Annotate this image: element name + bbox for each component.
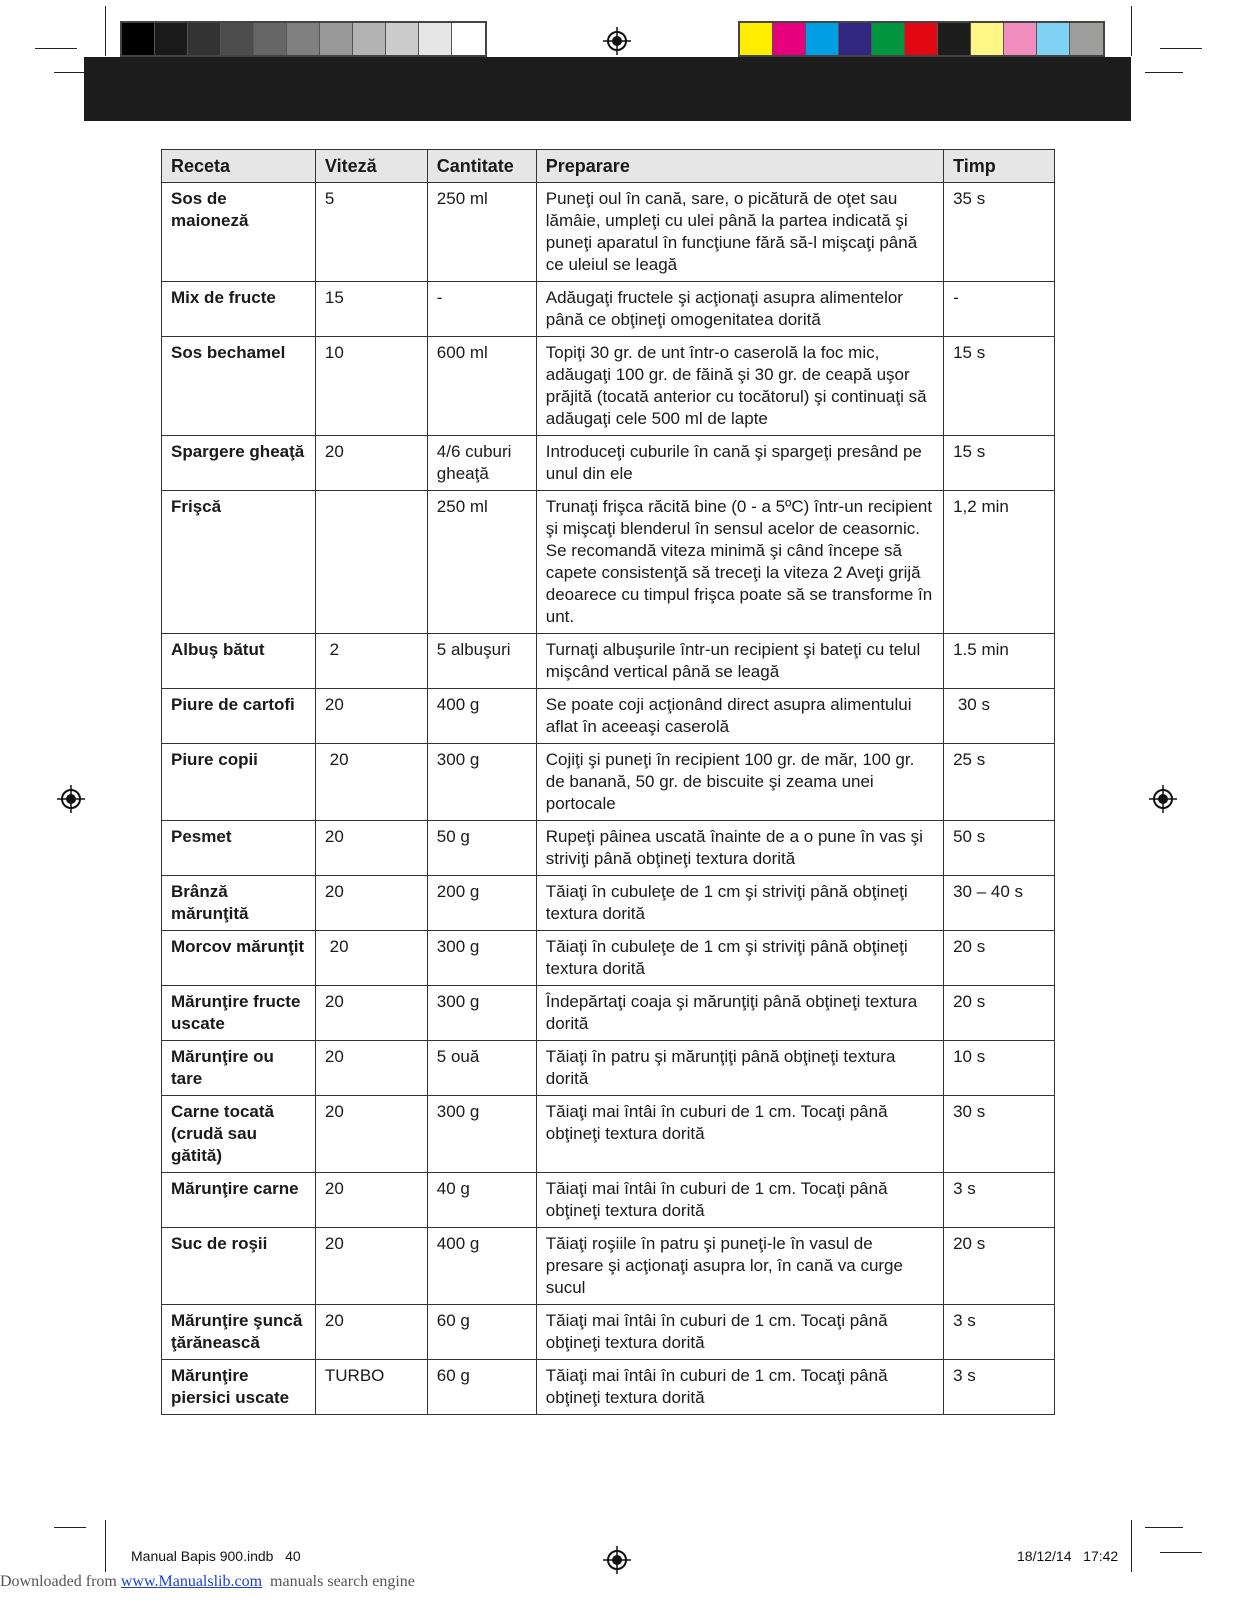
recipe-cell: Sos bechamel <box>162 337 316 436</box>
speed-cell: 20 <box>315 821 427 876</box>
table-row <box>162 183 1055 282</box>
table-row <box>162 1041 1055 1096</box>
quantity-cell: 60 g <box>427 1305 536 1360</box>
speed-cell: 20 <box>315 744 427 821</box>
time-cell: 1,2 min <box>944 491 1055 634</box>
header-quantity: Cantitate <box>427 150 536 183</box>
speed-cell: 20 <box>315 1305 427 1360</box>
time-cell: 3 s <box>944 1360 1055 1415</box>
time-cell: 1.5 min <box>944 634 1055 689</box>
color-swatch <box>254 23 287 55</box>
recipe-cell: Carne tocată (crudă sau gătită) <box>162 1096 316 1173</box>
color-swatch <box>1004 23 1037 55</box>
crop-mark <box>54 72 86 73</box>
preparation-cell: Tăiaţi în cubuleţe de 1 cm şi striviţi până obţineţi textura dorită <box>536 876 943 931</box>
recipe-cell: Brânză mărunţită <box>162 876 316 931</box>
quantity-cell: 300 g <box>427 986 536 1041</box>
time-cell: 20 s <box>944 1228 1055 1305</box>
speed-cell: 20 <box>315 1041 427 1096</box>
preparation-cell: Adăugaţi fructele şi acţionaţi asupra alimentelor până ce obţineţi omogenitatea dorită <box>536 282 943 337</box>
table-row <box>162 282 1055 337</box>
color-swatch <box>872 23 905 55</box>
recipe-cell: Sos de maioneză <box>162 183 316 282</box>
speed-cell: 20 <box>315 1173 427 1228</box>
table-row <box>162 491 1055 634</box>
recipe-table <box>161 149 1055 1415</box>
table-row <box>162 1305 1055 1360</box>
crop-mark <box>105 1520 106 1572</box>
color-swatch <box>839 23 872 55</box>
registration-mark-icon <box>603 1546 631 1574</box>
preparation-cell: Tăiaţi în cubuleţe de 1 cm şi striviţi până obţineţi textura dorită <box>536 931 943 986</box>
recipe-cell: Mărunţire ou tare <box>162 1041 316 1096</box>
time-cell: 35 s <box>944 183 1055 282</box>
time-cell: 20 s <box>944 986 1055 1041</box>
table-row <box>162 634 1055 689</box>
color-swatch <box>320 23 353 55</box>
quantity-cell: 300 g <box>427 744 536 821</box>
recipe-cell: Piure de cartofi <box>162 689 316 744</box>
time-cell: 20 s <box>944 931 1055 986</box>
table-row <box>162 1228 1055 1305</box>
registration-mark-icon <box>1149 785 1177 813</box>
crop-mark <box>35 48 77 49</box>
preparation-cell: Introduceţi cuburile în cană şi spargeţi presând pe unul din ele <box>536 436 943 491</box>
color-swatch <box>188 23 221 55</box>
color-swatch <box>773 23 806 55</box>
preparation-cell: Turnaţi albuşurile într-un recipient şi bateţi cu telul mişcând vertical până se leagă <box>536 634 943 689</box>
crop-mark <box>105 6 106 56</box>
quantity-cell: 50 g <box>427 821 536 876</box>
preparation-cell: Puneţi oul în cană, sare, o picătură de oţet sau lămâie, umpleţi cu ulei până la partea indicată şi puneţi aparatul în funcţiune fără să-l mişcaţi până ce uleiul se leagă <box>536 183 943 282</box>
speed-cell: 2 <box>315 634 427 689</box>
color-swatch <box>452 23 485 55</box>
preparation-cell: Tăiaţi mai întâi în cuburi de 1 cm. Tocaţi până obţineţi textura dorită <box>536 1360 943 1415</box>
recipe-cell: Suc de roşii <box>162 1228 316 1305</box>
crop-mark <box>1160 48 1202 49</box>
recipe-cell: Piure copii <box>162 744 316 821</box>
speed-cell: 20 <box>315 1228 427 1305</box>
download-suffix: manuals search engine <box>262 1573 415 1590</box>
color-swatch <box>905 23 938 55</box>
preparation-cell: Rupeţi pâinea uscată înainte de a o pune în vas şi striviţi până obţineţi textura dorită <box>536 821 943 876</box>
quantity-cell: - <box>427 282 536 337</box>
recipe-cell: Frişcă <box>162 491 316 634</box>
preparation-cell: Tăiaţi mai întâi în cuburi de 1 cm. Tocaţi până obţineţi textura dorită <box>536 1305 943 1360</box>
crop-mark <box>1131 1520 1132 1572</box>
time-cell: 10 s <box>944 1041 1055 1096</box>
registration-mark-icon <box>57 785 85 813</box>
time-cell: 30 – 40 s <box>944 876 1055 931</box>
preparation-cell: Tăiaţi mai întâi în cuburi de 1 cm. Tocaţi până obţineţi textura dorită <box>536 1173 943 1228</box>
color-swatch <box>806 23 839 55</box>
speed-cell: 15 <box>315 282 427 337</box>
speed-cell: 10 <box>315 337 427 436</box>
color-swatch <box>221 23 254 55</box>
color-swatch <box>938 23 971 55</box>
header-recipe: Receta <box>162 150 316 183</box>
time-cell: 3 s <box>944 1173 1055 1228</box>
header-bar <box>84 57 1131 121</box>
footer-date: 18/12/14 17:42 <box>1017 1548 1119 1564</box>
recipe-cell: Morcov mărunţit <box>162 931 316 986</box>
color-swatch <box>122 23 155 55</box>
speed-cell: 20 <box>315 931 427 986</box>
time-cell: 30 s <box>944 689 1055 744</box>
table-row <box>162 876 1055 931</box>
time-cell: 15 s <box>944 337 1055 436</box>
color-swatch <box>740 23 773 55</box>
speed-cell: 20 <box>315 876 427 931</box>
quantity-cell: 300 g <box>427 931 536 986</box>
color-swatch <box>386 23 419 55</box>
speed-cell: TURBO <box>315 1360 427 1415</box>
color-swatch <box>353 23 386 55</box>
header-preparation: Preparare <box>536 150 943 183</box>
speed-cell: 20 <box>315 986 427 1041</box>
preparation-cell: Tăiaţi roşiile în patru şi puneţi-le în vasul de presare şi acţionaţi asupra lor, în cană va curge sucul <box>536 1228 943 1305</box>
registration-mark-icon <box>603 27 631 55</box>
table-row <box>162 931 1055 986</box>
crop-mark <box>1131 6 1132 56</box>
table-header-row <box>162 150 1055 183</box>
recipe-cell: Mărunţire carne <box>162 1173 316 1228</box>
quantity-cell: 200 g <box>427 876 536 931</box>
preparation-cell: Tăiaţi mai întâi în cuburi de 1 cm. Tocaţi până obţineţi textura dorită <box>536 1096 943 1173</box>
download-prefix: Downloaded from <box>0 1573 121 1590</box>
speed-cell <box>315 491 427 634</box>
preparation-cell: Tăiaţi în patru şi mărunţiţi până obţineţi textura dorită <box>536 1041 943 1096</box>
time-cell: 3 s <box>944 1305 1055 1360</box>
table-row <box>162 1360 1055 1415</box>
time-cell: 30 s <box>944 1096 1055 1173</box>
color-swatch <box>971 23 1004 55</box>
recipe-cell: Pesmet <box>162 821 316 876</box>
color-swatch <box>155 23 188 55</box>
table-row <box>162 689 1055 744</box>
quantity-cell: 400 g <box>427 689 536 744</box>
table-row <box>162 436 1055 491</box>
quantity-cell: 5 ouă <box>427 1041 536 1096</box>
recipe-cell: Mărunţire şuncă ţărănească <box>162 1305 316 1360</box>
recipe-cell: Mărunţire fructe uscate <box>162 986 316 1041</box>
recipe-cell: Mărunţire piersici uscate <box>162 1360 316 1415</box>
crop-mark <box>1145 72 1183 73</box>
time-cell: - <box>944 282 1055 337</box>
speed-cell: 5 <box>315 183 427 282</box>
preparation-cell: Topiţi 30 gr. de unt într-o caserolă la foc mic, adăugaţi 100 gr. de făină şi 30 gr. de ceapă uşor prăjită (tocată anterior cu tocătorul) şi continuaţi să adăugaţi cele 500 ml de lapte <box>536 337 943 436</box>
quantity-cell: 300 g <box>427 1096 536 1173</box>
table-row <box>162 337 1055 436</box>
quantity-cell: 4/6 cuburi gheaţă <box>427 436 536 491</box>
manualslib-link[interactable]: www.Manualslib.com <box>120 1573 263 1590</box>
quantity-cell: 250 ml <box>427 183 536 282</box>
speed-cell: 20 <box>315 436 427 491</box>
gray-color-bar <box>120 21 487 57</box>
time-cell: 50 s <box>944 821 1055 876</box>
recipe-cell: Albuş bătut <box>162 634 316 689</box>
color-swatch <box>1070 23 1103 55</box>
quantity-cell: 40 g <box>427 1173 536 1228</box>
preparation-cell: Cojiţi şi puneţi în recipient 100 gr. de măr, 100 gr. de banană, 50 gr. de biscuite şi zeama unei portocale <box>536 744 943 821</box>
quantity-cell: 5 albuşuri <box>427 634 536 689</box>
quantity-cell: 250 ml <box>427 491 536 634</box>
crop-mark <box>54 1527 86 1528</box>
table-row <box>162 986 1055 1041</box>
download-notice <box>0 1573 415 1591</box>
quantity-cell: 60 g <box>427 1360 536 1415</box>
color-swatch <box>419 23 452 55</box>
table-row <box>162 821 1055 876</box>
crop-mark <box>1145 1527 1183 1528</box>
quantity-cell: 600 ml <box>427 337 536 436</box>
table-row <box>162 1173 1055 1228</box>
preparation-cell: Se poate coji acţionând direct asupra alimentului aflat în aceeaşi caserolă <box>536 689 943 744</box>
crop-mark <box>1160 1552 1202 1553</box>
recipe-cell: Mix de fructe <box>162 282 316 337</box>
speed-cell: 20 <box>315 1096 427 1173</box>
preparation-cell: Îndepărtaţi coaja şi mărunţiţi până obţineţi textura dorită <box>536 986 943 1041</box>
color-swatch <box>1037 23 1070 55</box>
header-speed: Viteză <box>315 150 427 183</box>
table-row <box>162 1096 1055 1173</box>
recipe-cell: Spargere gheaţă <box>162 436 316 491</box>
time-cell: 25 s <box>944 744 1055 821</box>
footer-file-info: Manual Bapis 900.indb 40 <box>131 1548 301 1564</box>
quantity-cell: 400 g <box>427 1228 536 1305</box>
time-cell: 15 s <box>944 436 1055 491</box>
table-row <box>162 744 1055 821</box>
speed-cell: 20 <box>315 689 427 744</box>
color-swatch <box>287 23 320 55</box>
header-time: Timp <box>944 150 1055 183</box>
preparation-cell: Trunaţi frişca răcită bine (0 - a 5ºC) într-un recipient şi mişcaţi blenderul în sensul acelor de ceasornic. Se recomandă viteza minimă şi când începe să capete consistenţă să treceţi la viteza 2 Aveţi grijă deoarece cu timpul frişca poate să se transforme în unt. <box>536 491 943 634</box>
color-bar <box>738 21 1105 57</box>
